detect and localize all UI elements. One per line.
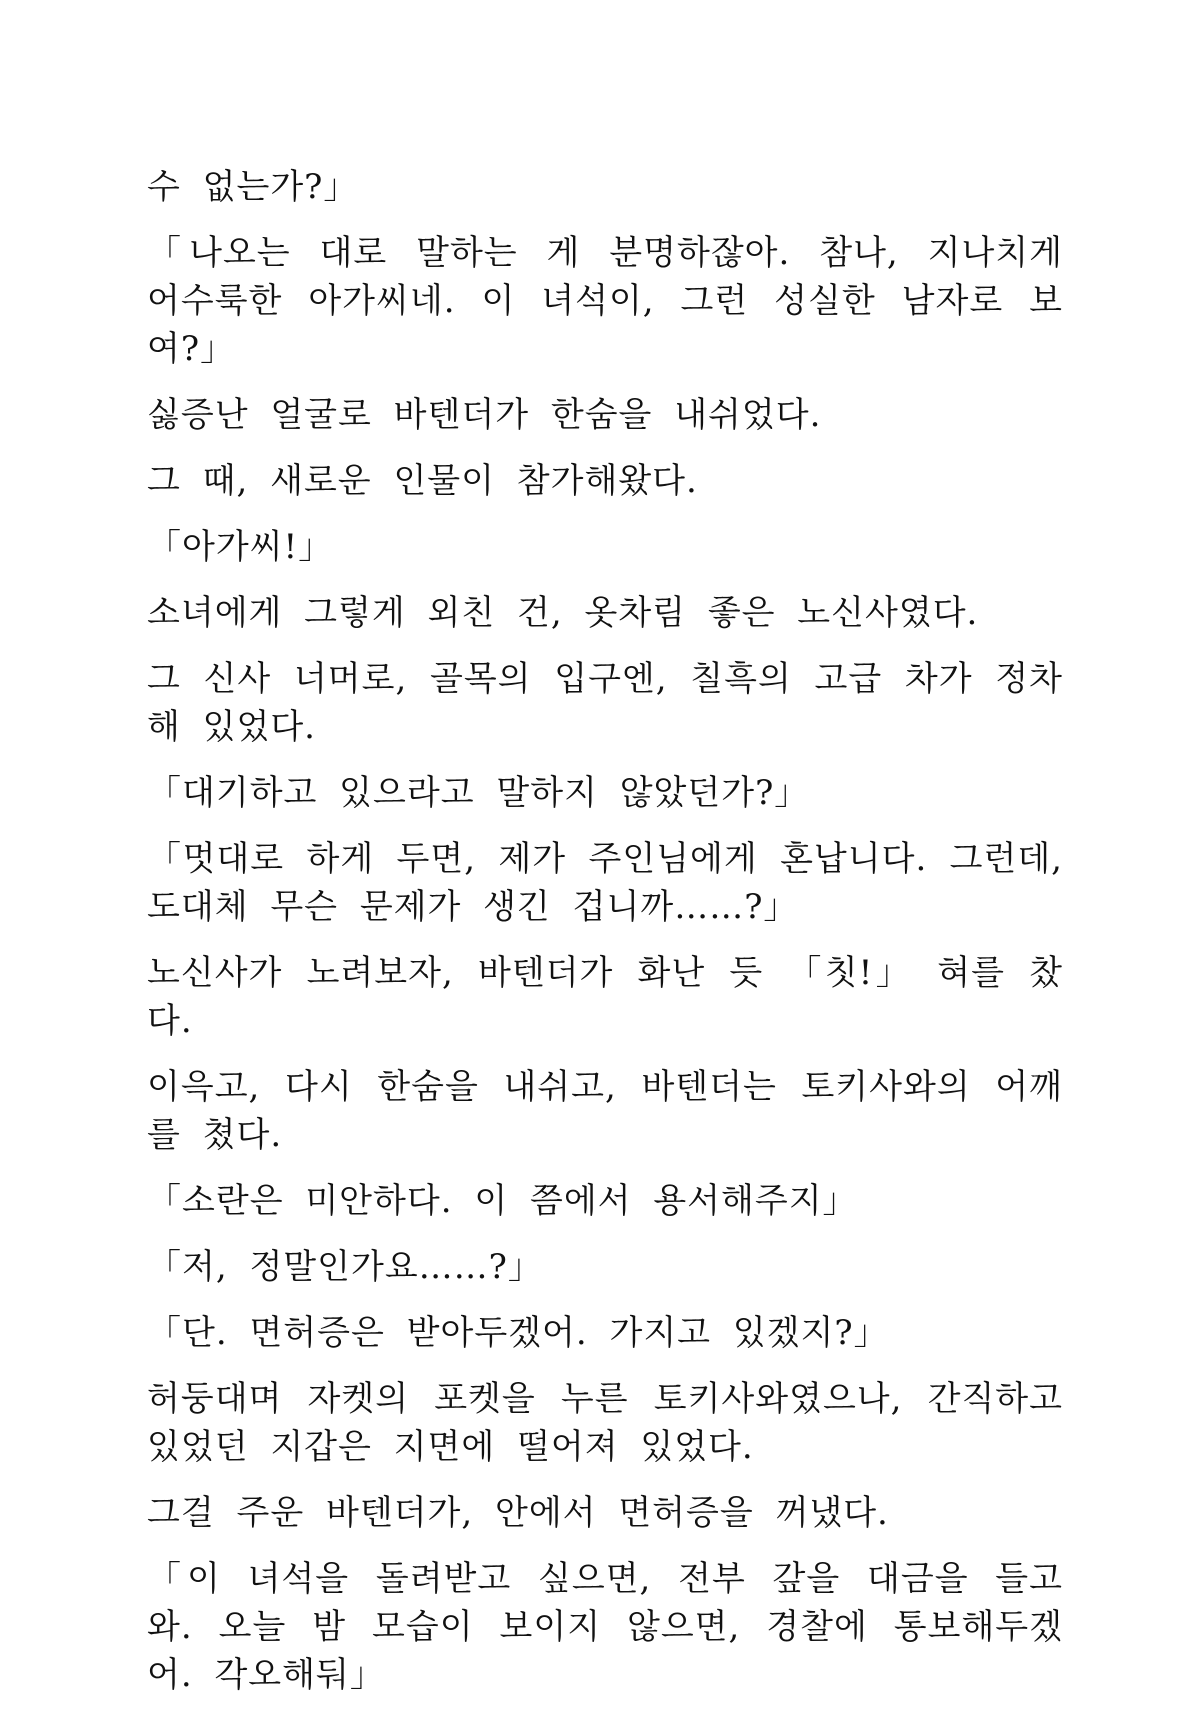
- paragraph: 소녀에게 그렇게 외친 건, 옷차림 좋은 노신사였다.: [147, 593, 979, 633]
- paragraph: 그걸 주운 바텐더가, 안에서 면허증을 꺼냈다.: [147, 1493, 889, 1533]
- paragraph: 허둥대며 자켓의 포켓을 누른 토키사와였으나, 간직하고 있었던 지갑은 지면에 떨어져 있었다.: [147, 1379, 1063, 1467]
- paragraph: 수 없는가?」: [147, 167, 359, 207]
- paragraph: 노신사가 노려보자, 바텐더가 화난 듯 「칫!」 혀를 찼다.: [147, 953, 1063, 1041]
- paragraph: 「소란은 미안하다. 이 쯤에서 용서해주지」: [147, 1181, 858, 1221]
- paragraph: 「멋대로 하게 두면, 제가 주인님에게 혼납니다. 그런데, 도대체 무슨 문제가 생긴 겁니까……?」: [147, 839, 1063, 927]
- paragraph: 이윽고, 다시 한숨을 내쉬고, 바텐더는 토키사와의 어깨를 쳤다.: [147, 1067, 1063, 1155]
- paragraph: 그 신사 너머로, 골목의 입구엔, 칠흑의 고급 차가 정차해 있었다.: [147, 659, 1063, 747]
- paragraph: 「단. 면허증은 받아두겠어. 가지고 있겠지?」: [147, 1313, 889, 1353]
- paragraph: 「대기하고 있으라고 말하지 않았던가?」: [147, 773, 810, 813]
- body-text: [147, 163, 1063, 1717]
- paragraph: 「저, 정말인가요……?」: [147, 1247, 543, 1287]
- paragraph: 「아가씨!」: [147, 527, 334, 567]
- paragraph: 싫증난 얼굴로 바텐더가 한숨을 내쉬었다.: [147, 395, 822, 435]
- paragraph: 그 때, 새로운 인물이 참가해왔다.: [147, 461, 698, 501]
- paragraph: 「나오는 대로 말하는 게 분명하잖아. 참나, 지나치게 어수룩한 아가씨네. 이 녀석이, 그런 성실한 남자로 보여?」: [147, 233, 1063, 369]
- paragraph: 「이 녀석을 돌려받고 싶으면, 전부 갚을 대금을 들고 와. 오늘 밤 모습이 보이지 않으면, 경찰에 통보해두겠어. 각오해둬」: [147, 1559, 1063, 1695]
